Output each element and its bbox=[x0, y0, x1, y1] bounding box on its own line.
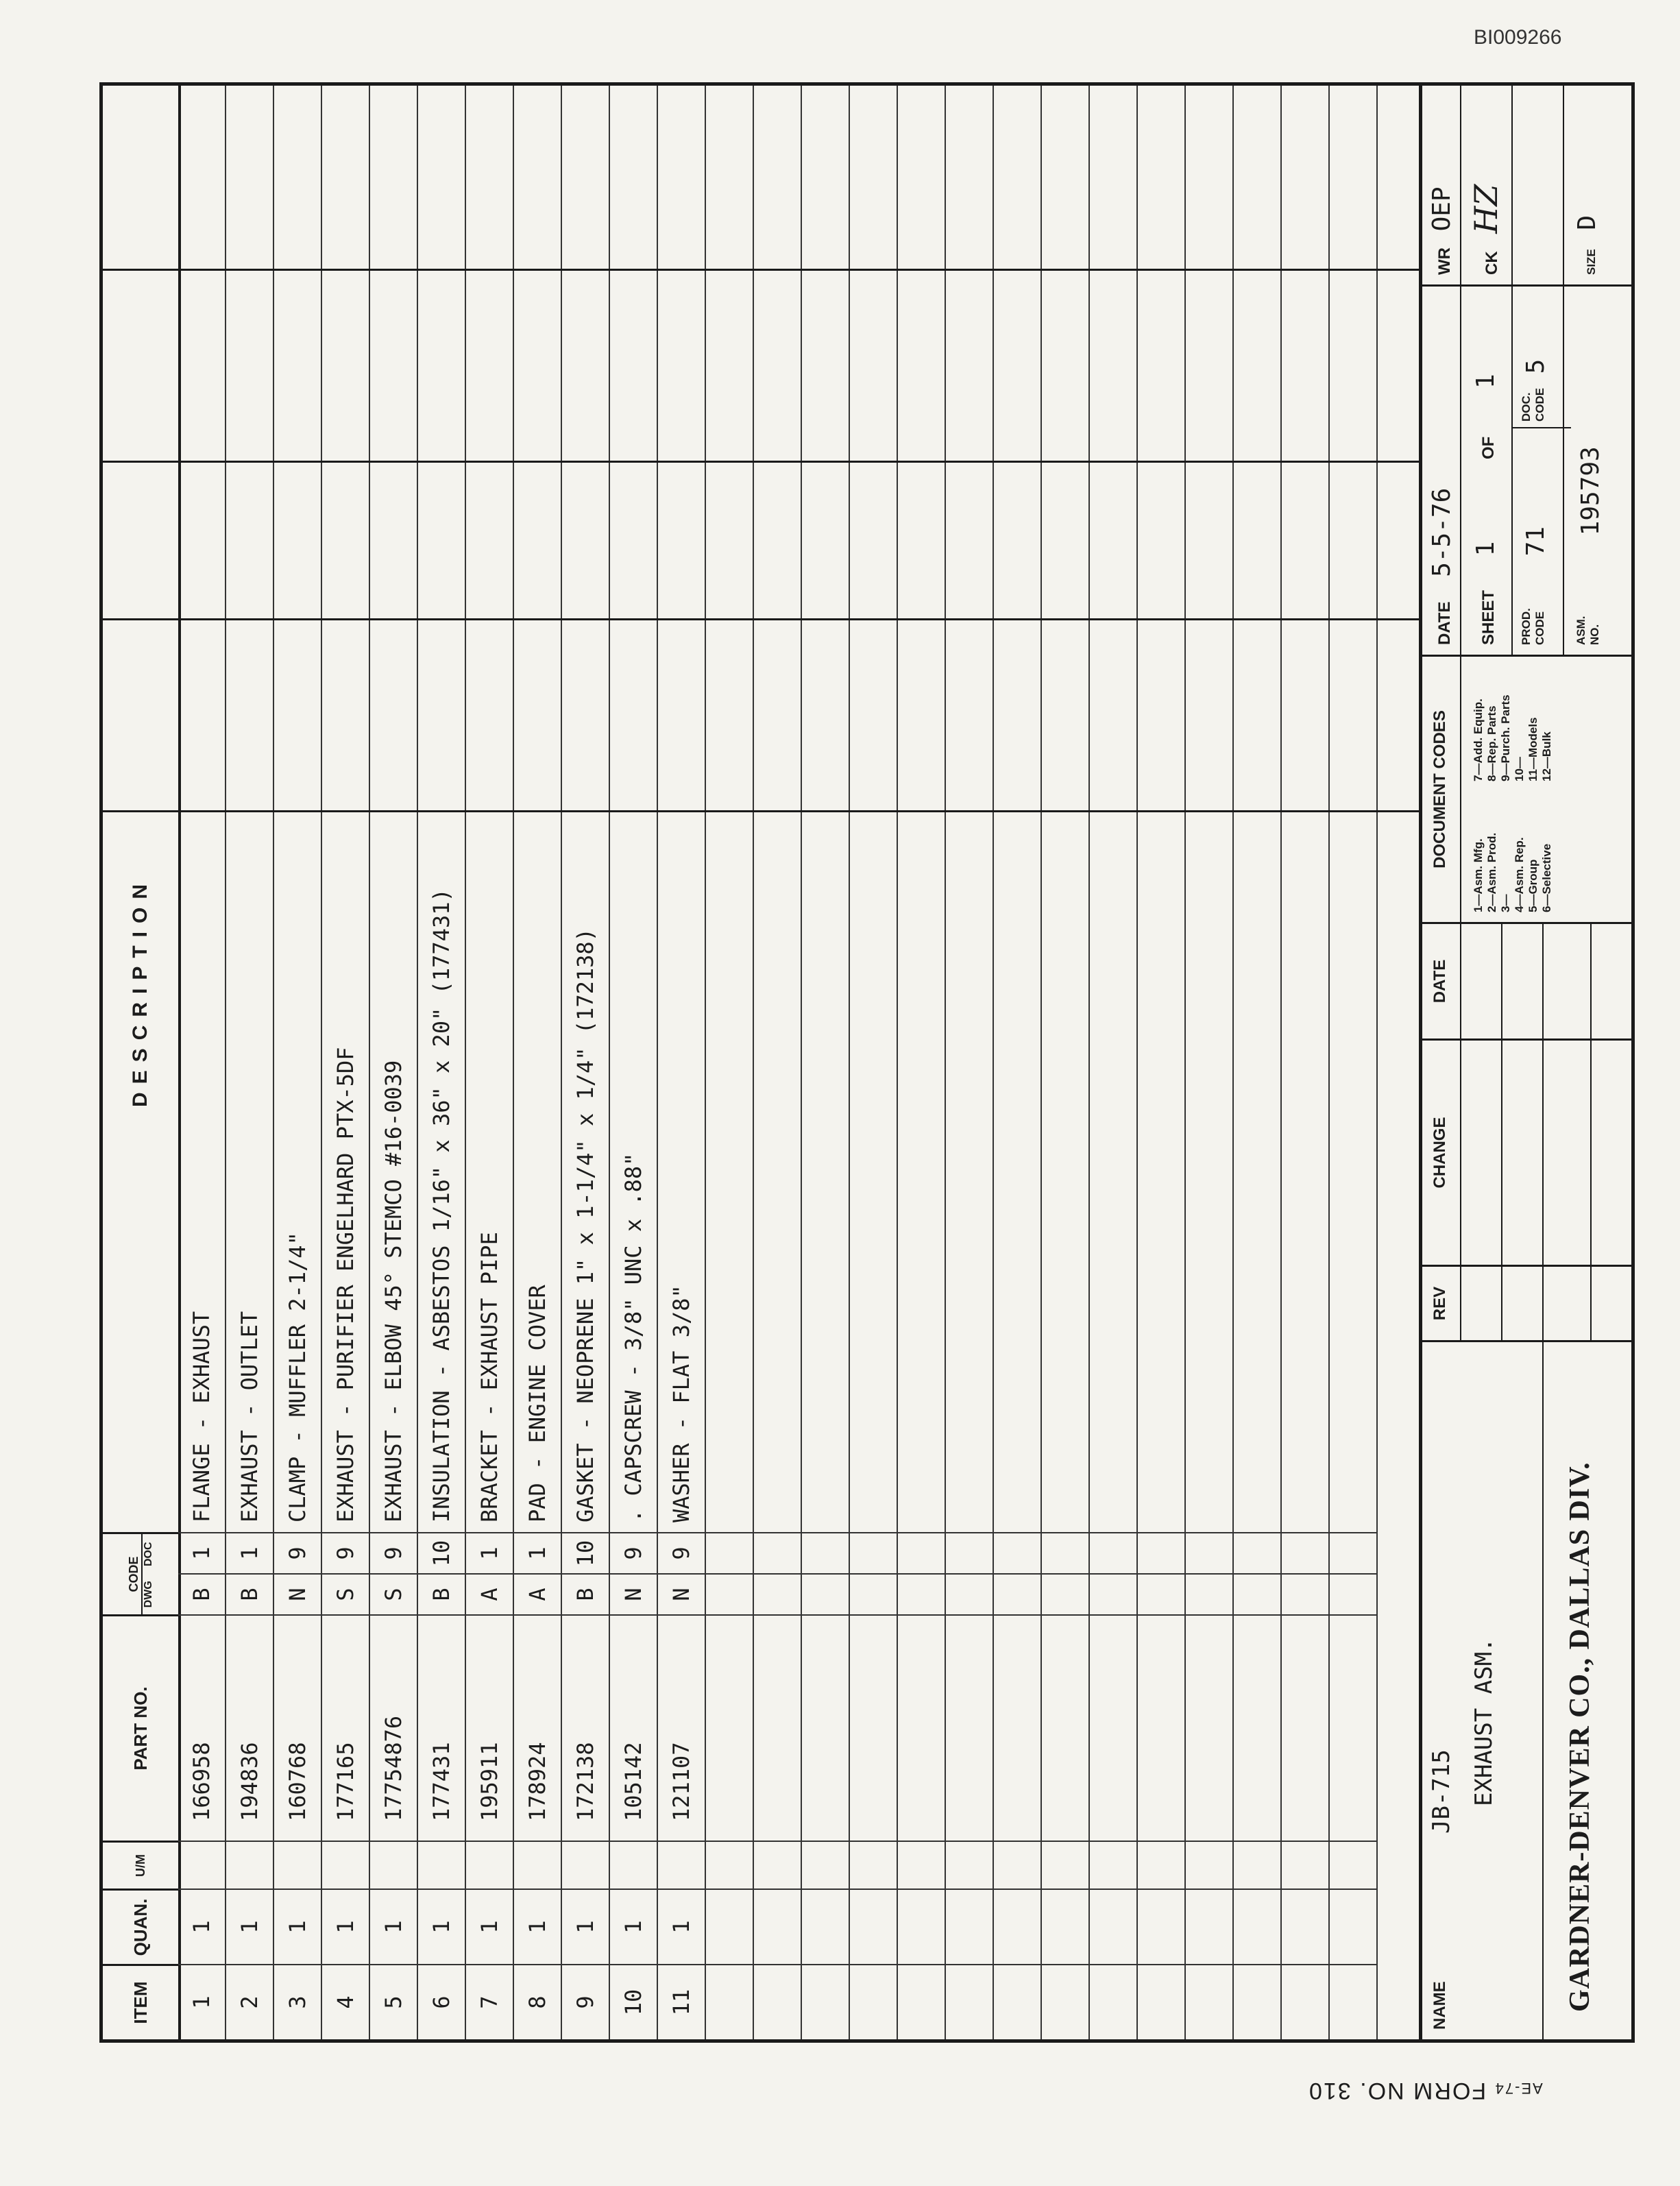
item-header: ITEM bbox=[103, 1964, 178, 2039]
doc-cell bbox=[802, 1532, 849, 1573]
doc-cell bbox=[1138, 1532, 1184, 1573]
asm-no-value: 195793 bbox=[1576, 446, 1605, 536]
empty-table-row bbox=[994, 86, 1042, 2039]
description-cell bbox=[754, 86, 801, 1532]
um-cell bbox=[370, 1841, 417, 1889]
empty-table-row bbox=[898, 86, 946, 2039]
doc-cell: 1 bbox=[514, 1532, 561, 1573]
dwg-cell bbox=[850, 1573, 897, 1614]
item-cell bbox=[1186, 1964, 1232, 2039]
empty-table-row bbox=[946, 86, 994, 2039]
um-cell bbox=[1042, 1841, 1088, 1889]
document-codes-box bbox=[1422, 655, 1631, 922]
company-name: GARDNER-DENVER CO., DALLAS DIV. bbox=[1564, 1461, 1596, 2012]
table-row bbox=[610, 86, 658, 2039]
description-cell bbox=[1090, 86, 1136, 1532]
sheet-value: 1 bbox=[1472, 541, 1500, 557]
um-header: U/M bbox=[103, 1841, 178, 1889]
quan-cell: 1 bbox=[322, 1889, 369, 1964]
doc-cell: 9 bbox=[274, 1532, 321, 1573]
item-cell bbox=[706, 1964, 753, 2039]
quan-cell bbox=[946, 1889, 993, 1964]
divider bbox=[1460, 86, 1461, 284]
description-cell bbox=[946, 86, 993, 1532]
quan-cell bbox=[1330, 1889, 1376, 1964]
item-cell: 7 bbox=[466, 1964, 513, 2039]
part_no-cell bbox=[1090, 1614, 1136, 1841]
divider bbox=[1563, 86, 1564, 284]
doc-cell bbox=[850, 1532, 897, 1573]
column-divider bbox=[103, 461, 1419, 463]
prod-code-row bbox=[1520, 526, 1550, 645]
divider bbox=[1542, 922, 1544, 1340]
doc-cell: 10 bbox=[418, 1532, 465, 1573]
item-cell bbox=[994, 1964, 1040, 2039]
prod-code-value: 71 bbox=[1522, 526, 1550, 557]
doc-cell: 9 bbox=[322, 1532, 369, 1573]
divider bbox=[1460, 922, 1461, 1340]
doc-code-entry: 8—Rep. Parts bbox=[1485, 705, 1498, 781]
quan-cell: 1 bbox=[610, 1889, 657, 1964]
quan-cell: 1 bbox=[274, 1889, 321, 1964]
doc-header: DOC bbox=[142, 1542, 154, 1567]
part_no-cell: 194836 bbox=[226, 1614, 273, 1841]
item-cell bbox=[754, 1964, 801, 2039]
sheet-row bbox=[1472, 289, 1500, 645]
dwg-cell bbox=[946, 1573, 993, 1614]
doc-code-label: DOC. CODE bbox=[1520, 387, 1546, 422]
dwg-cell: N bbox=[658, 1573, 705, 1614]
um-cell bbox=[514, 1841, 561, 1889]
doc-cell: 1 bbox=[226, 1532, 273, 1573]
item-cell bbox=[802, 1964, 849, 2039]
dwg-cell: S bbox=[370, 1573, 417, 1614]
description-cell: EXHAUST - PURIFIER ENGELHARD PTX-5DF bbox=[332, 1047, 358, 1522]
column-divider bbox=[103, 810, 1419, 812]
prod-code-label: PROD. CODE bbox=[1520, 608, 1546, 645]
um-cell bbox=[1186, 1841, 1232, 1889]
description-cell bbox=[1138, 86, 1184, 1532]
um-cell bbox=[994, 1841, 1040, 1889]
item-cell bbox=[898, 1964, 945, 2039]
um-cell bbox=[946, 1841, 993, 1889]
doc-cell: 1 bbox=[178, 1532, 225, 1573]
item-cell: 5 bbox=[370, 1964, 417, 2039]
divider bbox=[1460, 284, 1461, 655]
um-cell bbox=[706, 1841, 753, 1889]
description-cell: GASKET - NEOPRENE 1" x 1-1/4" x 1/4" (172138) bbox=[572, 928, 598, 1522]
doc-codes-left-list bbox=[1472, 833, 1554, 912]
description-cell bbox=[1282, 86, 1328, 1532]
item-cell: 2 bbox=[226, 1964, 273, 2039]
table-row bbox=[466, 86, 514, 2039]
parts-rows bbox=[178, 86, 1378, 2039]
quan-cell bbox=[898, 1889, 945, 1964]
doc-code-value: 5 bbox=[1522, 359, 1550, 374]
doc-cell bbox=[1042, 1532, 1088, 1573]
size-row bbox=[1573, 215, 1601, 275]
doc-code-cell bbox=[1511, 359, 1571, 428]
doc-code-entry: 9—Purch. Parts bbox=[1499, 694, 1512, 781]
part_no-cell bbox=[802, 1614, 849, 1841]
parts-grid bbox=[103, 86, 1419, 2039]
empty-table-row bbox=[1186, 86, 1234, 2039]
item-cell: 3 bbox=[274, 1964, 321, 2039]
doc-cell bbox=[1186, 1532, 1232, 1573]
table-row bbox=[514, 86, 562, 2039]
dwg-cell: B bbox=[178, 1573, 225, 1614]
dwg-cell bbox=[802, 1573, 849, 1614]
description-cell bbox=[706, 86, 753, 1532]
item-cell bbox=[1282, 1964, 1328, 2039]
name-value: JB-715 bbox=[1428, 1749, 1455, 1834]
asm-no-label: ASM. NO. bbox=[1574, 616, 1601, 645]
size-label: SIZE bbox=[1585, 249, 1598, 275]
quan-cell: 1 bbox=[466, 1889, 513, 1964]
ck-label: CK bbox=[1483, 251, 1501, 275]
quan-cell bbox=[1186, 1889, 1232, 1964]
item-cell: 11 bbox=[658, 1964, 705, 2039]
empty-table-row bbox=[1282, 86, 1330, 2039]
empty-table-row bbox=[802, 86, 850, 2039]
part_no-cell: 177431 bbox=[418, 1614, 465, 1841]
quan-cell: 1 bbox=[370, 1889, 417, 1964]
item-cell: 1 bbox=[178, 1964, 225, 2039]
sheet-label: SHEET bbox=[1479, 590, 1498, 645]
divider bbox=[1511, 86, 1513, 284]
doc-cell: 9 bbox=[610, 1532, 657, 1573]
um-cell bbox=[1282, 1841, 1328, 1889]
part_no-cell bbox=[946, 1614, 993, 1841]
document-codes-label: DOCUMENT CODES bbox=[1431, 710, 1449, 869]
quan-cell bbox=[802, 1889, 849, 1964]
part_no-cell bbox=[850, 1614, 897, 1841]
divider bbox=[1511, 284, 1513, 655]
doc-code-entry: 1—Asm. Mfg. bbox=[1472, 838, 1485, 912]
quan-cell bbox=[994, 1889, 1040, 1964]
doc-cell bbox=[754, 1532, 801, 1573]
item-cell bbox=[1330, 1964, 1376, 2039]
description-cell bbox=[1234, 86, 1280, 1532]
dwg-cell: B bbox=[418, 1573, 465, 1614]
empty-table-row bbox=[850, 86, 898, 2039]
description-header: DESCRIPTION bbox=[129, 875, 151, 1107]
doc-cell: 9 bbox=[370, 1532, 417, 1573]
part_no-cell bbox=[1138, 1614, 1184, 1841]
title-block bbox=[1419, 86, 1631, 2039]
quan-cell bbox=[754, 1889, 801, 1964]
um-cell bbox=[658, 1841, 705, 1889]
item-cell bbox=[1042, 1964, 1088, 2039]
dwg-cell bbox=[1042, 1573, 1088, 1614]
part_no-cell: 160768 bbox=[274, 1614, 321, 1841]
dwg-cell: A bbox=[466, 1573, 513, 1614]
dwg-cell bbox=[898, 1573, 945, 1614]
divider bbox=[1460, 655, 1461, 922]
doc-code-entry: 11—Models bbox=[1526, 717, 1539, 781]
assembly-title: EXHAUST ASM. bbox=[1470, 1638, 1498, 1806]
size-value: D bbox=[1573, 215, 1601, 230]
dwg-cell: B bbox=[226, 1573, 273, 1614]
dwg-cell: B bbox=[562, 1573, 609, 1614]
part_no-cell bbox=[706, 1614, 753, 1841]
date-label: DATE bbox=[1435, 601, 1454, 645]
quan-cell bbox=[1234, 1889, 1280, 1964]
dwg-cell bbox=[1234, 1573, 1280, 1614]
doc-cell: 1 bbox=[466, 1532, 513, 1573]
dwg-cell bbox=[1282, 1573, 1328, 1614]
table-row bbox=[322, 86, 370, 2039]
um-cell bbox=[226, 1841, 273, 1889]
doc-cell bbox=[1234, 1532, 1280, 1573]
item-cell bbox=[850, 1964, 897, 2039]
quan-header: QUAN. bbox=[103, 1889, 178, 1964]
doc-code-entry: 10— bbox=[1513, 757, 1526, 781]
change-box bbox=[1422, 1039, 1631, 1265]
description-cell bbox=[1330, 86, 1376, 1532]
doc-cell: 9 bbox=[658, 1532, 705, 1573]
part_no-cell bbox=[994, 1614, 1040, 1841]
part_no-cell bbox=[1330, 1614, 1376, 1841]
um-cell bbox=[178, 1841, 225, 1889]
change-date-label: DATE bbox=[1431, 959, 1449, 1004]
item-cell: 8 bbox=[514, 1964, 561, 2039]
description-cell bbox=[1186, 86, 1232, 1532]
form-number-text: FORM NO. 310 bbox=[1308, 2078, 1487, 2104]
um-cell bbox=[1234, 1841, 1280, 1889]
quan-cell bbox=[1090, 1889, 1136, 1964]
empty-table-row bbox=[1234, 86, 1282, 2039]
table-row bbox=[370, 86, 418, 2039]
quan-cell bbox=[1042, 1889, 1088, 1964]
quan-cell: 1 bbox=[178, 1889, 225, 1964]
dwg-cell bbox=[1330, 1573, 1376, 1614]
description-cell: BRACKET - EXHAUST PIPE bbox=[476, 1232, 502, 1522]
dwg-cell: N bbox=[274, 1573, 321, 1614]
quan-cell: 1 bbox=[514, 1889, 561, 1964]
quan-cell: 1 bbox=[562, 1889, 609, 1964]
part_no-cell: 166958 bbox=[178, 1614, 225, 1841]
part_no-cell bbox=[1234, 1614, 1280, 1841]
description-cell bbox=[994, 86, 1040, 1532]
name-box bbox=[1422, 1340, 1631, 2039]
part_no-cell: 178924 bbox=[514, 1614, 561, 1841]
doc-cell bbox=[706, 1532, 753, 1573]
item-cell: 4 bbox=[322, 1964, 369, 2039]
doc-code-entry: 5—Group bbox=[1526, 859, 1539, 912]
date-sheet-box bbox=[1422, 284, 1631, 655]
doc-cell bbox=[946, 1532, 993, 1573]
divider bbox=[1563, 284, 1564, 655]
doc-codes-right-list bbox=[1472, 694, 1554, 781]
um-cell bbox=[322, 1841, 369, 1889]
table-row bbox=[274, 86, 322, 2039]
ck-row bbox=[1468, 184, 1505, 275]
doc-code-entry: 12—Bulk bbox=[1540, 731, 1553, 781]
description-cell: FLANGE - EXHAUST bbox=[188, 1311, 215, 1522]
um-cell bbox=[1330, 1841, 1376, 1889]
approval-box bbox=[1422, 86, 1631, 284]
doc-cell bbox=[1330, 1532, 1376, 1573]
document-stamp: BI009266 bbox=[1474, 26, 1562, 49]
part_no-cell: 177165 bbox=[322, 1614, 369, 1841]
doc-cell bbox=[994, 1532, 1040, 1573]
form-number-prefix: AE-74 bbox=[1494, 2080, 1543, 2097]
form-number bbox=[1308, 2077, 1543, 2104]
part_no-cell: 172138 bbox=[562, 1614, 609, 1841]
um-cell bbox=[1090, 1841, 1136, 1889]
doc-cell bbox=[1282, 1532, 1328, 1573]
doc-code-entry: 3— bbox=[1499, 894, 1512, 912]
table-row bbox=[562, 86, 610, 2039]
part-no-header: PART NO. bbox=[103, 1614, 178, 1841]
asm-no-row bbox=[1574, 446, 1605, 645]
um-cell bbox=[898, 1841, 945, 1889]
quan-cell bbox=[706, 1889, 753, 1964]
description-cell bbox=[898, 86, 945, 1532]
quan-cell: 1 bbox=[658, 1889, 705, 1964]
doc-code-entry: 7—Add. Equip. bbox=[1472, 699, 1485, 781]
part_no-cell: 121107 bbox=[658, 1614, 705, 1841]
part_no-cell: 17754876 bbox=[370, 1614, 417, 1841]
dwg-cell bbox=[706, 1573, 753, 1614]
item-cell: 6 bbox=[418, 1964, 465, 2039]
item-cell bbox=[1090, 1964, 1136, 2039]
doc-code-entry: 6—Selective bbox=[1540, 843, 1553, 912]
divider bbox=[1590, 922, 1592, 1340]
name-label: NAME bbox=[1431, 1981, 1449, 2030]
bill-of-materials-form bbox=[99, 82, 1635, 2043]
code-header bbox=[103, 1532, 178, 1614]
dwg-cell: S bbox=[322, 1573, 369, 1614]
quan-cell bbox=[1138, 1889, 1184, 1964]
empty-table-row bbox=[1090, 86, 1138, 2039]
code-title: CODE bbox=[127, 1534, 143, 1614]
dwg-cell: A bbox=[514, 1573, 561, 1614]
dwg-cell bbox=[1138, 1573, 1184, 1614]
wr-value: OEP bbox=[1428, 186, 1456, 232]
um-cell bbox=[274, 1841, 321, 1889]
rev-label: REV bbox=[1431, 1286, 1449, 1321]
code-subheaders bbox=[143, 1534, 155, 1614]
rev-box bbox=[1422, 1265, 1631, 1340]
description-cell: EXHAUST - OUTLET bbox=[236, 1311, 263, 1522]
column-divider bbox=[103, 618, 1419, 620]
doc-code-entry: 4—Asm. Rep. bbox=[1513, 837, 1526, 912]
table-row bbox=[658, 86, 706, 2039]
empty-table-row bbox=[1138, 86, 1186, 2039]
part_no-cell bbox=[1282, 1614, 1328, 1841]
part_no-cell bbox=[898, 1614, 945, 1841]
empty-table-row bbox=[1330, 86, 1378, 2039]
description-cell: . CAPSCREW - 3/8" UNC x .88" bbox=[620, 1152, 646, 1522]
dwg-header: DWG bbox=[142, 1581, 154, 1608]
quan-cell: 1 bbox=[418, 1889, 465, 1964]
quan-cell: 1 bbox=[226, 1889, 273, 1964]
um-cell bbox=[1138, 1841, 1184, 1889]
dwg-cell: N bbox=[610, 1573, 657, 1614]
description-cell bbox=[802, 86, 849, 1532]
dwg-cell bbox=[1186, 1573, 1232, 1614]
doc-cell: 10 bbox=[562, 1532, 609, 1573]
item-cell bbox=[1234, 1964, 1280, 2039]
of-label: OF bbox=[1479, 436, 1498, 460]
doc-code-entry: 2—Asm. Prod. bbox=[1485, 832, 1498, 912]
of-value: 1 bbox=[1472, 374, 1500, 389]
doc-cell bbox=[898, 1532, 945, 1573]
divider bbox=[1501, 922, 1502, 1340]
divider bbox=[1542, 1340, 1544, 2039]
um-cell bbox=[850, 1841, 897, 1889]
item-cell bbox=[1138, 1964, 1184, 2039]
description-cell bbox=[1042, 86, 1088, 1532]
date-value: 5-5-76 bbox=[1428, 487, 1456, 577]
quan-cell bbox=[850, 1889, 897, 1964]
part_no-cell bbox=[1186, 1614, 1232, 1841]
column-divider bbox=[103, 269, 1419, 271]
dwg-cell bbox=[994, 1573, 1040, 1614]
change-date-box bbox=[1422, 922, 1631, 1039]
description-cell: CLAMP - MUFFLER 2-1/4" bbox=[284, 1232, 311, 1522]
change-label: CHANGE bbox=[1431, 1117, 1449, 1189]
table-row bbox=[178, 86, 226, 2039]
empty-table-row bbox=[706, 86, 754, 2039]
description-cell: WASHER - FLAT 3/8" bbox=[668, 1285, 694, 1522]
part_no-cell bbox=[754, 1614, 801, 1841]
empty-table-row bbox=[754, 86, 802, 2039]
um-cell bbox=[802, 1841, 849, 1889]
table-row bbox=[226, 86, 274, 2039]
description-cell: EXHAUST - ELBOW 45° STEMCO #16-0039 bbox=[380, 1060, 406, 1522]
item-cell: 10 bbox=[610, 1964, 657, 2039]
um-cell bbox=[418, 1841, 465, 1889]
description-cell bbox=[850, 86, 897, 1532]
description-cell: PAD - ENGINE COVER bbox=[524, 1285, 550, 1522]
table-row bbox=[418, 86, 466, 2039]
column-header-row bbox=[103, 86, 181, 2039]
um-cell bbox=[754, 1841, 801, 1889]
description-cell: INSULATION - ASBESTOS 1/16" x 36" x 20" (177431) bbox=[428, 888, 454, 1522]
wr-row bbox=[1428, 186, 1456, 275]
part_no-cell: 195911 bbox=[466, 1614, 513, 1841]
um-cell bbox=[610, 1841, 657, 1889]
um-cell bbox=[466, 1841, 513, 1889]
doc-cell bbox=[1090, 1532, 1136, 1573]
part_no-cell: 105142 bbox=[610, 1614, 657, 1841]
part_no-cell bbox=[1042, 1614, 1088, 1841]
empty-table-row bbox=[1042, 86, 1090, 2039]
item-cell bbox=[946, 1964, 993, 2039]
dwg-cell bbox=[1090, 1573, 1136, 1614]
wr-label: WR bbox=[1435, 247, 1454, 275]
ck-initials: HZ bbox=[1468, 184, 1505, 234]
item-cell: 9 bbox=[562, 1964, 609, 2039]
um-cell bbox=[562, 1841, 609, 1889]
dwg-cell bbox=[754, 1573, 801, 1614]
quan-cell bbox=[1282, 1889, 1328, 1964]
date-row bbox=[1428, 488, 1456, 645]
